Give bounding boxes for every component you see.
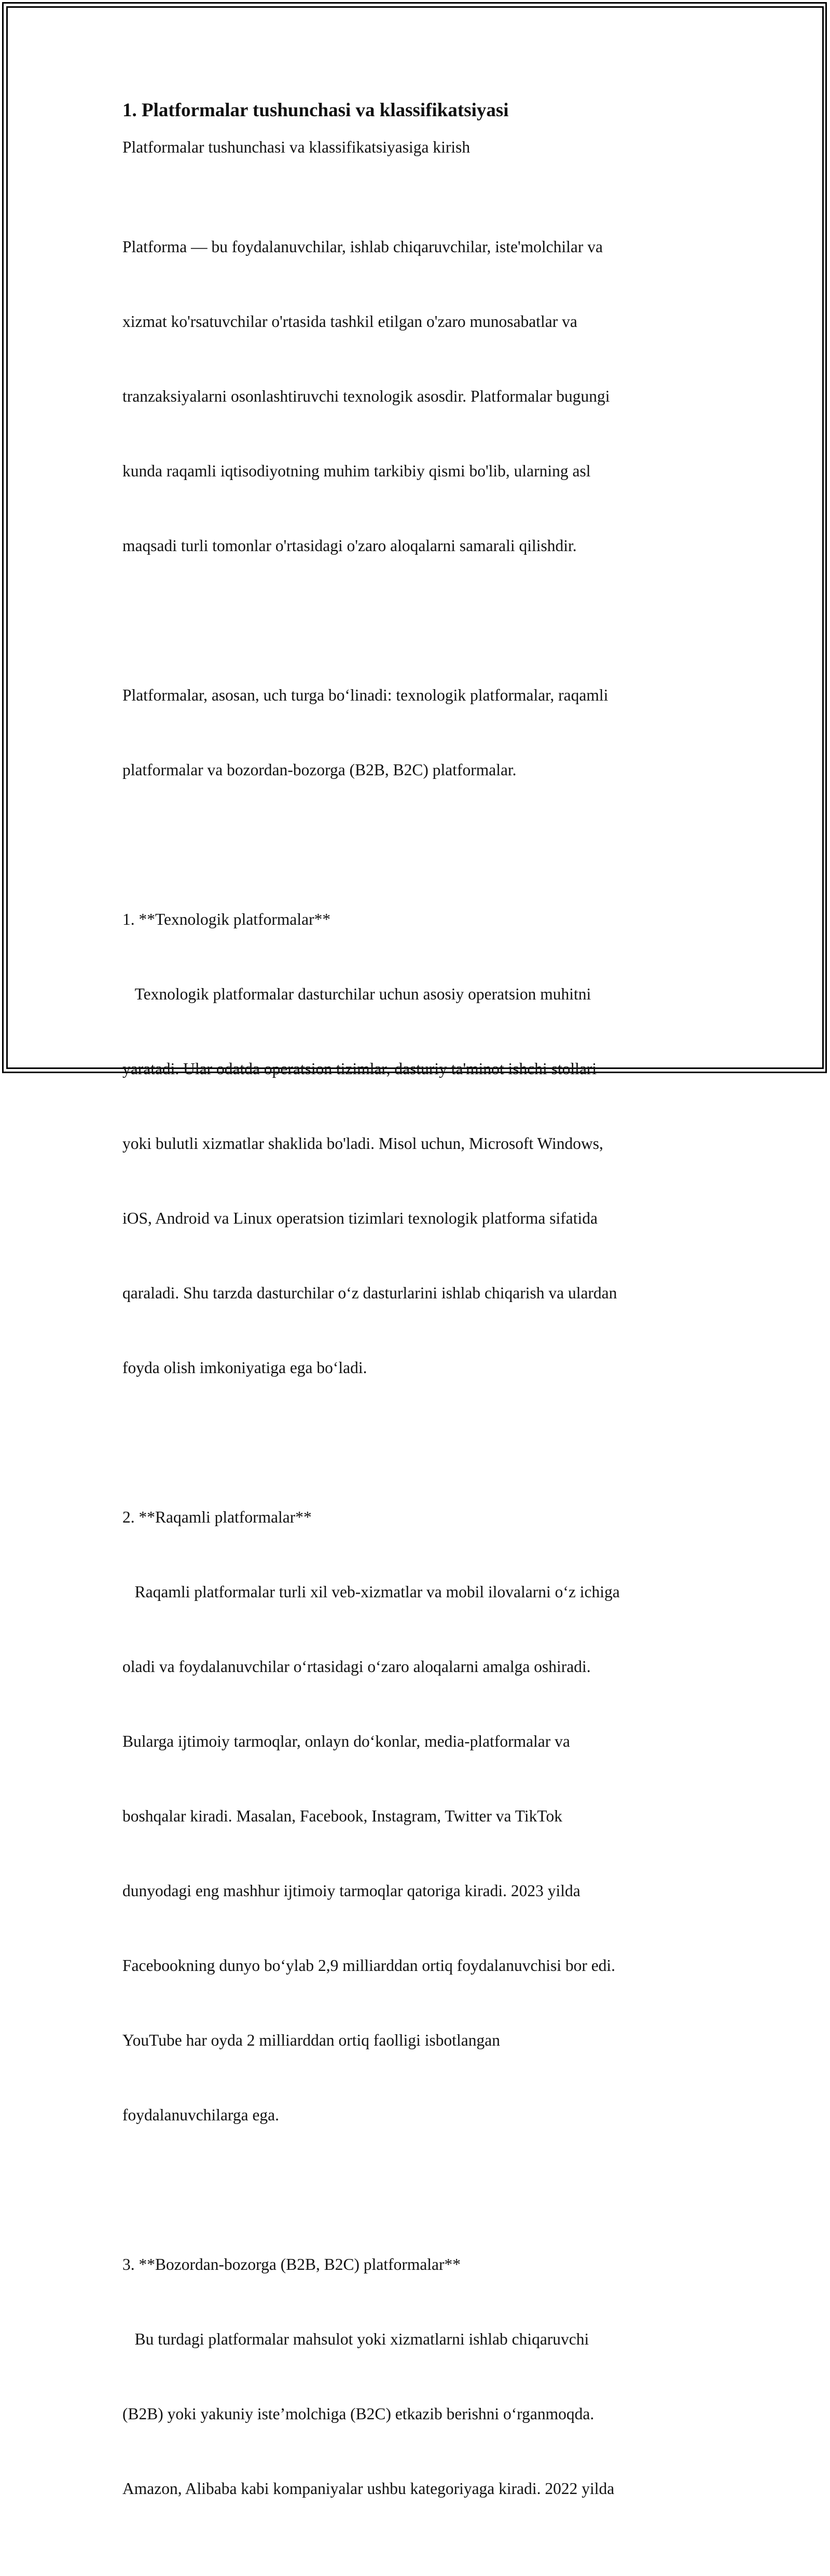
- page-title: 1. Platformalar tushunchasi va klassifikatsiyasi: [122, 100, 509, 121]
- section-line: foyda olish imkoniyatiga ega boʻladi.: [122, 1359, 367, 1377]
- section-line: qaraladi. Shu tarzda dasturchilar oʻz dasturlarini ishlab chiqarish va ulardan: [122, 1284, 617, 1302]
- intro-paragraph: [122, 185, 714, 608]
- section-line: foydalanuvchilarga ega.: [122, 2106, 280, 2124]
- document-subtitle: Platformalar tushunchasi va klassifikatsiyasiga kirish: [122, 138, 471, 156]
- section-line: yaratadi. Ular odatda operatsion tizimlar, dasturiy ta'minot ishchi stollari: [122, 1060, 597, 1078]
- paragraph-line: Platformalar, asosan, uch turga boʻlinadi: texnologik platformalar, raqamli: [122, 686, 608, 704]
- section-line: Bu turdagi platformalar mahsulot yoki xizmatlarni ishlab chiqaruvchi: [122, 2330, 589, 2348]
- section-line: iOS, Android va Linux operatsion tizimlari texnologik platforma sifatida: [122, 1209, 598, 1227]
- section-line: (B2B) yoki yakuniy iste’molchiga (B2C) etkazib berishni oʻrganmoqda.: [122, 2405, 594, 2423]
- section-digital-platforms: [122, 1455, 714, 2177]
- classification-paragraph: [122, 633, 714, 832]
- paragraph-line: Platforma — bu foydalanuvchilar, ishlab chiqaruvchilar, iste'molchilar va: [122, 238, 603, 256]
- section-b2b-b2c-platforms: [122, 2202, 714, 2551]
- paragraph-line: maqsadi turli tomonlar o'rtasidagi o'zaro aloqalarni samarali qilishdir.: [122, 537, 577, 555]
- paragraph-line: kunda raqamli iqtisodiyotning muhim tarkibiy qismi bo'lib, ularning asl: [122, 462, 591, 480]
- paragraph-line: tranzaksiyalarni osonlashtiruvchi texnologik asosdir. Platformalar bugungi: [122, 387, 610, 405]
- section-line: Texnologik platformalar dasturchilar uchun asosiy operatsion muhitni: [122, 985, 591, 1003]
- section-line: oladi va foydalanuvchilar oʻrtasidagi oʻzaro aloqalarni amalga oshiradi.: [122, 1657, 591, 1676]
- section-line: boshqalar kiradi. Masalan, Facebook, Instagram, Twitter va TikTok: [122, 1807, 562, 1825]
- section-line: YouTube har oyda 2 milliarddan ortiq faolligi isbotlangan: [122, 2031, 500, 2049]
- section-technological-platforms: [122, 857, 714, 1430]
- section-line: Facebookning dunyo boʻylab 2,9 milliarddan ortiq foydalanuvchisi bor edi.: [122, 1956, 616, 1975]
- section-line: Bularga ijtimoiy tarmoqlar, onlayn doʻkonlar, media-platformalar va: [122, 1732, 570, 1750]
- section-line: dunyodagi eng mashhur ijtimoiy tarmoqlar qatoriga kiradi. 2023 yilda: [122, 1882, 580, 1900]
- section-line: yoki bulutli xizmatlar shaklida bo'ladi. Misol uchun, Microsoft Windows,: [122, 1134, 603, 1153]
- section-heading: 1. **Texnologik platformalar**: [122, 910, 331, 928]
- section-line: Raqamli platformalar turli xil veb-xizmatlar va mobil ilovalarni oʻz ichiga: [122, 1583, 620, 1601]
- paragraph-line: platformalar va bozordan-bozorga (B2B, B2C) platformalar.: [122, 761, 517, 779]
- section-heading: 2. **Raqamli platformalar**: [122, 1508, 312, 1526]
- section-heading: 3. **Bozordan-bozorga (B2B, B2C) platformalar**: [122, 2255, 461, 2273]
- paragraph-line: xizmat ko'rsatuvchilar o'rtasida tashkil etilgan o'zaro munosabatlar va: [122, 312, 577, 331]
- document-body: [122, 97, 714, 2576]
- section-line: Amazon, Alibaba kabi kompaniyalar ushbu kategoriyaga kiradi. 2022 yilda: [122, 2479, 615, 2498]
